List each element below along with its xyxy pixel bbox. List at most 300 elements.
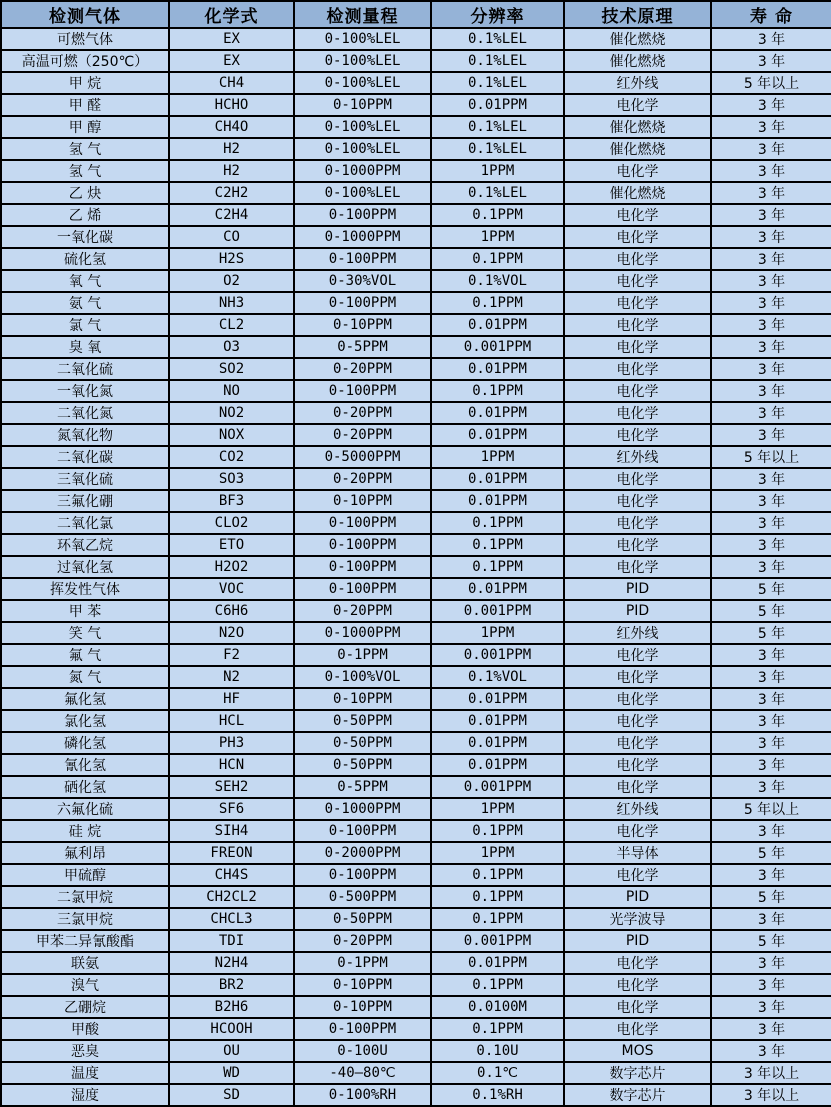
principle-cell: 电化学 xyxy=(564,490,711,512)
formula-cell: WD xyxy=(169,1062,294,1084)
gas-name-cell: 三氯甲烷 xyxy=(1,908,169,930)
resolution-cell: 0.01PPM xyxy=(431,490,564,512)
formula-cell: CH2CL2 xyxy=(169,886,294,908)
range-cell: 0-100PPM xyxy=(294,204,431,226)
principle-cell: 催化燃烧 xyxy=(564,50,711,72)
gas-name-cell: 氯 气 xyxy=(1,314,169,336)
resolution-cell: 0.01PPM xyxy=(431,754,564,776)
gas-name-cell: 联氨 xyxy=(1,952,169,974)
formula-cell: H2O2 xyxy=(169,556,294,578)
resolution-cell: 0.1PPM xyxy=(431,292,564,314)
gas-name-cell: 挥发性气体 xyxy=(1,578,169,600)
table-row xyxy=(1,534,831,556)
lifespan-cell: 5 年 xyxy=(711,930,831,952)
table-row xyxy=(1,578,831,600)
lifespan-cell: 3 年 xyxy=(711,138,831,160)
resolution-cell: 0.1PPM xyxy=(431,204,564,226)
table-row xyxy=(1,600,831,622)
range-cell: 0-100PPM xyxy=(294,820,431,842)
table-row xyxy=(1,512,831,534)
lifespan-cell: 5 年以上 xyxy=(711,798,831,820)
principle-cell: 电化学 xyxy=(564,380,711,402)
table-row xyxy=(1,930,831,952)
gas-name-cell: 氮 气 xyxy=(1,666,169,688)
resolution-cell: 0.1%LEL xyxy=(431,28,564,50)
resolution-cell: 0.1PPM xyxy=(431,886,564,908)
table-row xyxy=(1,974,831,996)
range-cell: 0-100PPM xyxy=(294,864,431,886)
gas-name-cell: 硫化氢 xyxy=(1,248,169,270)
range-cell: 0-100%LEL xyxy=(294,72,431,94)
lifespan-cell: 3 年 xyxy=(711,1018,831,1040)
table-row xyxy=(1,292,831,314)
formula-cell: SO3 xyxy=(169,468,294,490)
gas-name-cell: 溴气 xyxy=(1,974,169,996)
principle-cell: 光学波导 xyxy=(564,908,711,930)
table-row xyxy=(1,490,831,512)
gas-name-cell: 环氧乙烷 xyxy=(1,534,169,556)
gas-name-cell: 湿度 xyxy=(1,1084,169,1106)
table-row xyxy=(1,248,831,270)
lifespan-cell: 3 年以上 xyxy=(711,1062,831,1084)
formula-cell: F2 xyxy=(169,644,294,666)
gas-name-cell: 高温可燃（250℃） xyxy=(1,50,169,72)
resolution-cell: 1PPM xyxy=(431,798,564,820)
formula-cell: VOC xyxy=(169,578,294,600)
range-cell: 0-10PPM xyxy=(294,688,431,710)
table-row xyxy=(1,864,831,886)
resolution-cell: 0.001PPM xyxy=(431,776,564,798)
formula-cell: C2H2 xyxy=(169,182,294,204)
range-cell: 0-500PPM xyxy=(294,886,431,908)
resolution-cell: 0.1PPM xyxy=(431,908,564,930)
lifespan-cell: 3 年 xyxy=(711,204,831,226)
gas-name-cell: 甲 醛 xyxy=(1,94,169,116)
lifespan-cell: 3 年 xyxy=(711,116,831,138)
gas-name-cell: 硒化氢 xyxy=(1,776,169,798)
range-cell: 0-20PPM xyxy=(294,468,431,490)
range-cell: 0-100%LEL xyxy=(294,182,431,204)
resolution-cell: 0.01PPM xyxy=(431,358,564,380)
formula-cell: OU xyxy=(169,1040,294,1062)
gas-name-cell: 甲酸 xyxy=(1,1018,169,1040)
formula-cell: H2S xyxy=(169,248,294,270)
gas-name-cell: 一氧化碳 xyxy=(1,226,169,248)
lifespan-cell: 3 年 xyxy=(711,820,831,842)
lifespan-cell: 3 年 xyxy=(711,666,831,688)
formula-cell: HCN xyxy=(169,754,294,776)
principle-cell: PID xyxy=(564,578,711,600)
gas-name-cell: 氨 气 xyxy=(1,292,169,314)
gas-name-cell: 恶臭 xyxy=(1,1040,169,1062)
range-cell: 0-100PPM xyxy=(294,380,431,402)
gas-name-cell: 一氧化氮 xyxy=(1,380,169,402)
table-row xyxy=(1,116,831,138)
column-header-gas: 检测气体 xyxy=(1,1,169,28)
principle-cell: 电化学 xyxy=(564,754,711,776)
range-cell: -40—80℃ xyxy=(294,1062,431,1084)
lifespan-cell: 3 年 xyxy=(711,402,831,424)
range-cell: 0-20PPM xyxy=(294,402,431,424)
table-row xyxy=(1,820,831,842)
principle-cell: 电化学 xyxy=(564,336,711,358)
range-cell: 0-50PPM xyxy=(294,908,431,930)
range-cell: 0-100%RH xyxy=(294,1084,431,1106)
lifespan-cell: 5 年 xyxy=(711,622,831,644)
resolution-cell: 0.001PPM xyxy=(431,644,564,666)
range-cell: 0-10PPM xyxy=(294,94,431,116)
table-row xyxy=(1,270,831,292)
principle-cell: 电化学 xyxy=(564,292,711,314)
table-row xyxy=(1,1040,831,1062)
principle-cell: 数字芯片 xyxy=(564,1084,711,1106)
formula-cell: N2O xyxy=(169,622,294,644)
gas-name-cell: 氧 气 xyxy=(1,270,169,292)
table-row xyxy=(1,358,831,380)
principle-cell: 催化燃烧 xyxy=(564,182,711,204)
lifespan-cell: 3 年 xyxy=(711,688,831,710)
resolution-cell: 0.01PPM xyxy=(431,402,564,424)
principle-cell: 电化学 xyxy=(564,644,711,666)
resolution-cell: 0.001PPM xyxy=(431,930,564,952)
lifespan-cell: 3 年 xyxy=(711,1040,831,1062)
lifespan-cell: 3 年 xyxy=(711,226,831,248)
lifespan-cell: 3 年 xyxy=(711,732,831,754)
lifespan-cell: 3 年 xyxy=(711,248,831,270)
lifespan-cell: 3 年 xyxy=(711,512,831,534)
table-row xyxy=(1,468,831,490)
resolution-cell: 0.1%VOL xyxy=(431,270,564,292)
principle-cell: 电化学 xyxy=(564,688,711,710)
principle-cell: 红外线 xyxy=(564,446,711,468)
resolution-cell: 0.01PPM xyxy=(431,710,564,732)
lifespan-cell: 5 年 xyxy=(711,578,831,600)
gas-name-cell: 氰化氢 xyxy=(1,754,169,776)
range-cell: 0-10PPM xyxy=(294,974,431,996)
resolution-cell: 0.1PPM xyxy=(431,1018,564,1040)
gas-name-cell: 六氟化硫 xyxy=(1,798,169,820)
table-row xyxy=(1,798,831,820)
resolution-cell: 0.01PPM xyxy=(431,94,564,116)
table-row xyxy=(1,226,831,248)
principle-cell: 红外线 xyxy=(564,798,711,820)
formula-cell: HCHO xyxy=(169,94,294,116)
resolution-cell: 0.10U xyxy=(431,1040,564,1062)
lifespan-cell: 5 年 xyxy=(711,886,831,908)
lifespan-cell: 3 年 xyxy=(711,490,831,512)
gas-name-cell: 温度 xyxy=(1,1062,169,1084)
principle-cell: 电化学 xyxy=(564,1018,711,1040)
lifespan-cell: 5 年 xyxy=(711,600,831,622)
gas-name-cell: 氟化氢 xyxy=(1,688,169,710)
range-cell: 0-1PPM xyxy=(294,644,431,666)
formula-cell: C2H4 xyxy=(169,204,294,226)
formula-cell: HCL xyxy=(169,710,294,732)
resolution-cell: 0.0100M xyxy=(431,996,564,1018)
lifespan-cell: 3 年 xyxy=(711,182,831,204)
gas-name-cell: 氢 气 xyxy=(1,160,169,182)
table-row xyxy=(1,1018,831,1040)
gas-name-cell: 磷化氢 xyxy=(1,732,169,754)
lifespan-cell: 3 年 xyxy=(711,160,831,182)
table-row xyxy=(1,138,831,160)
lifespan-cell: 3 年 xyxy=(711,94,831,116)
resolution-cell: 0.01PPM xyxy=(431,424,564,446)
resolution-cell: 0.01PPM xyxy=(431,952,564,974)
table-row xyxy=(1,776,831,798)
resolution-cell: 1PPM xyxy=(431,622,564,644)
table-row xyxy=(1,688,831,710)
principle-cell: 电化学 xyxy=(564,226,711,248)
formula-cell: SO2 xyxy=(169,358,294,380)
resolution-cell: 0.1PPM xyxy=(431,248,564,270)
gas-name-cell: 甲硫醇 xyxy=(1,864,169,886)
principle-cell: 电化学 xyxy=(564,996,711,1018)
column-header-principle: 技术原理 xyxy=(564,1,711,28)
formula-cell: CL2 xyxy=(169,314,294,336)
formula-cell: HF xyxy=(169,688,294,710)
gas-name-cell: 二氧化硫 xyxy=(1,358,169,380)
table-row xyxy=(1,666,831,688)
formula-cell: CH4S xyxy=(169,864,294,886)
principle-cell: 电化学 xyxy=(564,94,711,116)
lifespan-cell: 3 年 xyxy=(711,424,831,446)
table-row xyxy=(1,732,831,754)
lifespan-cell: 3 年 xyxy=(711,358,831,380)
table-row xyxy=(1,380,831,402)
range-cell: 0-1000PPM xyxy=(294,798,431,820)
formula-cell: SIH4 xyxy=(169,820,294,842)
table-row xyxy=(1,314,831,336)
table-row xyxy=(1,996,831,1018)
table-row xyxy=(1,72,831,94)
gas-name-cell: 氟利昂 xyxy=(1,842,169,864)
gas-name-cell: 氟 气 xyxy=(1,644,169,666)
resolution-cell: 1PPM xyxy=(431,160,564,182)
table-row xyxy=(1,28,831,50)
resolution-cell: 0.1PPM xyxy=(431,534,564,556)
principle-cell: 电化学 xyxy=(564,666,711,688)
principle-cell: PID xyxy=(564,600,711,622)
table-body xyxy=(1,28,831,1106)
table-row xyxy=(1,644,831,666)
resolution-cell: 0.1%LEL xyxy=(431,72,564,94)
formula-cell: H2 xyxy=(169,160,294,182)
table-row xyxy=(1,1084,831,1106)
resolution-cell: 0.1PPM xyxy=(431,820,564,842)
resolution-cell: 0.001PPM xyxy=(431,336,564,358)
formula-cell: O3 xyxy=(169,336,294,358)
range-cell: 0-1000PPM xyxy=(294,160,431,182)
principle-cell: 电化学 xyxy=(564,314,711,336)
principle-cell: 电化学 xyxy=(564,864,711,886)
range-cell: 0-100PPM xyxy=(294,578,431,600)
principle-cell: 电化学 xyxy=(564,710,711,732)
resolution-cell: 0.1PPM xyxy=(431,556,564,578)
formula-cell: SEH2 xyxy=(169,776,294,798)
gas-name-cell: 甲苯二异氰酸酯 xyxy=(1,930,169,952)
range-cell: 0-100%LEL xyxy=(294,116,431,138)
gas-name-cell: 臭 氧 xyxy=(1,336,169,358)
header-row xyxy=(1,1,831,28)
table-row xyxy=(1,842,831,864)
gas-name-cell: 可燃气体 xyxy=(1,28,169,50)
formula-cell: N2H4 xyxy=(169,952,294,974)
range-cell: 0-1000PPM xyxy=(294,226,431,248)
range-cell: 0-100%LEL xyxy=(294,138,431,160)
resolution-cell: 0.1℃ xyxy=(431,1062,564,1084)
lifespan-cell: 3 年 xyxy=(711,710,831,732)
column-header-lifespan: 寿 命 xyxy=(711,1,831,28)
principle-cell: 电化学 xyxy=(564,556,711,578)
table-row xyxy=(1,1062,831,1084)
formula-cell: C6H6 xyxy=(169,600,294,622)
range-cell: 0-2000PPM xyxy=(294,842,431,864)
formula-cell: FREON xyxy=(169,842,294,864)
resolution-cell: 0.1%LEL xyxy=(431,116,564,138)
range-cell: 0-1PPM xyxy=(294,952,431,974)
range-cell: 0-20PPM xyxy=(294,424,431,446)
gas-name-cell: 三氟化硼 xyxy=(1,490,169,512)
resolution-cell: 0.1%LEL xyxy=(431,182,564,204)
principle-cell: 电化学 xyxy=(564,974,711,996)
gas-name-cell: 过氧化氢 xyxy=(1,556,169,578)
range-cell: 0-100PPM xyxy=(294,1018,431,1040)
table-row xyxy=(1,204,831,226)
table-row xyxy=(1,182,831,204)
range-cell: 0-5000PPM xyxy=(294,446,431,468)
principle-cell: 电化学 xyxy=(564,952,711,974)
lifespan-cell: 3 年 xyxy=(711,754,831,776)
formula-cell: PH3 xyxy=(169,732,294,754)
lifespan-cell: 3 年 xyxy=(711,380,831,402)
table-row xyxy=(1,50,831,72)
resolution-cell: 0.1PPM xyxy=(431,512,564,534)
range-cell: 0-100%LEL xyxy=(294,50,431,72)
formula-cell: B2H6 xyxy=(169,996,294,1018)
formula-cell: TDI xyxy=(169,930,294,952)
principle-cell: 半导体 xyxy=(564,842,711,864)
principle-cell: 红外线 xyxy=(564,72,711,94)
lifespan-cell: 3 年 xyxy=(711,864,831,886)
range-cell: 0-5PPM xyxy=(294,336,431,358)
lifespan-cell: 5 年以上 xyxy=(711,72,831,94)
gas-name-cell: 三氧化硫 xyxy=(1,468,169,490)
resolution-cell: 0.01PPM xyxy=(431,732,564,754)
range-cell: 0-100PPM xyxy=(294,248,431,270)
principle-cell: 电化学 xyxy=(564,160,711,182)
formula-cell: NH3 xyxy=(169,292,294,314)
formula-cell: CH4O xyxy=(169,116,294,138)
principle-cell: PID xyxy=(564,886,711,908)
resolution-cell: 0.1%LEL xyxy=(431,138,564,160)
lifespan-cell: 5 年 xyxy=(711,842,831,864)
table-row xyxy=(1,160,831,182)
gas-name-cell: 乙硼烷 xyxy=(1,996,169,1018)
range-cell: 0-50PPM xyxy=(294,710,431,732)
lifespan-cell: 3 年 xyxy=(711,336,831,358)
principle-cell: 催化燃烧 xyxy=(564,116,711,138)
range-cell: 0-50PPM xyxy=(294,732,431,754)
gas-name-cell: 甲 苯 xyxy=(1,600,169,622)
principle-cell: 电化学 xyxy=(564,820,711,842)
formula-cell: CO2 xyxy=(169,446,294,468)
principle-cell: 电化学 xyxy=(564,468,711,490)
formula-cell: EX xyxy=(169,28,294,50)
range-cell: 0-100PPM xyxy=(294,556,431,578)
principle-cell: PID xyxy=(564,930,711,952)
table-row xyxy=(1,402,831,424)
range-cell: 0-50PPM xyxy=(294,754,431,776)
formula-cell: BR2 xyxy=(169,974,294,996)
resolution-cell: 0.1%RH xyxy=(431,1084,564,1106)
lifespan-cell: 3 年 xyxy=(711,50,831,72)
gas-name-cell: 甲 烷 xyxy=(1,72,169,94)
range-cell: 0-10PPM xyxy=(294,490,431,512)
lifespan-cell: 3 年以上 xyxy=(711,1084,831,1106)
principle-cell: 催化燃烧 xyxy=(564,28,711,50)
range-cell: 0-100PPM xyxy=(294,512,431,534)
formula-cell: CH4 xyxy=(169,72,294,94)
table-row xyxy=(1,446,831,468)
resolution-cell: 0.1%VOL xyxy=(431,666,564,688)
principle-cell: 电化学 xyxy=(564,248,711,270)
resolution-cell: 0.01PPM xyxy=(431,314,564,336)
formula-cell: EX xyxy=(169,50,294,72)
gas-name-cell: 乙 烯 xyxy=(1,204,169,226)
table-row xyxy=(1,908,831,930)
formula-cell: SF6 xyxy=(169,798,294,820)
range-cell: 0-100%VOL xyxy=(294,666,431,688)
range-cell: 0-1000PPM xyxy=(294,622,431,644)
formula-cell: CO xyxy=(169,226,294,248)
resolution-cell: 0.001PPM xyxy=(431,600,564,622)
gas-name-cell: 乙 炔 xyxy=(1,182,169,204)
formula-cell: N2 xyxy=(169,666,294,688)
lifespan-cell: 3 年 xyxy=(711,556,831,578)
gas-name-cell: 二氧化氮 xyxy=(1,402,169,424)
principle-cell: 催化燃烧 xyxy=(564,138,711,160)
principle-cell: 电化学 xyxy=(564,534,711,556)
lifespan-cell: 3 年 xyxy=(711,468,831,490)
lifespan-cell: 3 年 xyxy=(711,974,831,996)
gas-name-cell: 氯化氢 xyxy=(1,710,169,732)
range-cell: 0-10PPM xyxy=(294,996,431,1018)
lifespan-cell: 3 年 xyxy=(711,952,831,974)
range-cell: 0-10PPM xyxy=(294,314,431,336)
resolution-cell: 0.01PPM xyxy=(431,688,564,710)
range-cell: 0-5PPM xyxy=(294,776,431,798)
gas-name-cell: 二氧化碳 xyxy=(1,446,169,468)
column-header-formula: 化学式 xyxy=(169,1,294,28)
principle-cell: 电化学 xyxy=(564,270,711,292)
table-row xyxy=(1,710,831,732)
range-cell: 0-100PPM xyxy=(294,534,431,556)
resolution-cell: 1PPM xyxy=(431,842,564,864)
gas-name-cell: 二氧化氯 xyxy=(1,512,169,534)
formula-cell: NOX xyxy=(169,424,294,446)
principle-cell: 电化学 xyxy=(564,358,711,380)
principle-cell: 电化学 xyxy=(564,732,711,754)
lifespan-cell: 3 年 xyxy=(711,292,831,314)
formula-cell: SD xyxy=(169,1084,294,1106)
principle-cell: 电化学 xyxy=(564,204,711,226)
principle-cell: 电化学 xyxy=(564,402,711,424)
principle-cell: MOS xyxy=(564,1040,711,1062)
formula-cell: H2 xyxy=(169,138,294,160)
gas-name-cell: 笑 气 xyxy=(1,622,169,644)
range-cell: 0-30%VOL xyxy=(294,270,431,292)
